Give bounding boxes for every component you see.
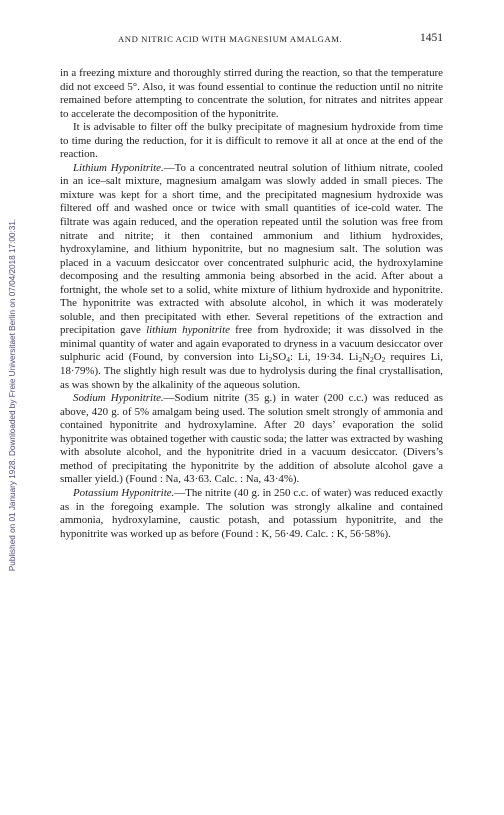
lithium-text-g: requires Li, 18·79%). The slightly high result was due to hydrolysis during the final crystallisation, as was shown by the alkalinity of the aqueous solution. bbox=[60, 351, 444, 391]
lithium-text-b: free from hydroxide; it was dissolved in the minimal quantity of water and again evaporated to dryness in a vacuum desiccator over sulphuric acid (Found, by conversion into Li bbox=[60, 324, 443, 364]
lithium-product-name: lithium hyponitrite bbox=[146, 324, 230, 337]
subscript: 2 bbox=[381, 355, 386, 365]
lithium-text-f: O bbox=[373, 351, 382, 364]
paragraph-continued: in a freezing mixture and thoroughly stirred during the reaction, so that the temperature did not exceed 5°. Also, it was found essential to continue the reduction until no nitrite remained before attempting to concentrate the solution, for nitrates and nitrites appear to accelerate the decomposition of the hyponitrite. bbox=[60, 67, 443, 120]
section-heading-lithium: Lithium Hyponitrite. bbox=[73, 161, 164, 174]
article-body bbox=[60, 67, 443, 541]
publication-stamp: Published on 01 January 1928. Downloaded by Freie Universitaet Berlin on 07/04/2018 17:00:31. bbox=[8, 218, 17, 572]
paragraph-potassium-hyponitrite bbox=[60, 487, 443, 541]
subscript: 2 bbox=[268, 355, 273, 365]
section-heading-potassium: Potassium Hyponitrite. bbox=[73, 486, 175, 499]
lithium-text-d: : Li, 19·34. Li bbox=[289, 351, 359, 364]
subscript: 2 bbox=[358, 355, 363, 365]
page-header bbox=[0, 34, 504, 50]
page-number: 1451 bbox=[420, 32, 443, 44]
paragraph-sodium-hyponitrite bbox=[60, 392, 443, 487]
sodium-text: —Sodium nitrite (35 g.) in water (200 c.c.) was reduced as above, 420 g. of 5% amalgam being used. The solution smelt strongly of ammonia and contained hyponitrite and hydroxylamine. After 20 days’ evaporation the solid hyponitrite was obtained together with caustic soda; the latter was extracted by washing with absolute alcohol, and the hyponitrite dried in a vacuum desiccator. (Divers’s method of precipitating the hyponitrite by the addition of absolute alcohol gave a smaller yield.) (Found : Na, 43·63. Calc. : Na, 43·4%). bbox=[60, 392, 443, 486]
lithium-text-e: N bbox=[362, 351, 371, 364]
subscript: 4 bbox=[286, 355, 290, 365]
running-head: AND NITRIC ACID WITH MAGNESIUM AMALGAM. bbox=[118, 34, 343, 44]
lithium-text-a: —To a concentrated neutral solution of lithium nitrate, cooled in an ice–salt mixture, magnesium amalgam was slowly added in small pieces. The mixture was kept for a short time, and the precipitated magnesium hydroxide was filtered off and washed once or twice with small quantities of ice-cold water. The filtrate was again reduced, and the operation repeated until the solution was free from nitrate and nitrite; it then contained ammonium and lithium hydroxides, hydroxylamine, and lithium hyponitrite, but no magnesium salt. The solution was placed in a vacuum desiccator over concentrated sulphuric acid, the hydroxylamine decomposing and the resulting ammonia being absorbed in the acid. After about a fortnight, the whole set to a solid, white mixture of lithium hydroxide and hyponitrite. The hyponitrite was extracted with absolute alcohol, in which it was moderately soluble, and then precipitated with ether. Several repetitions of the extraction and precipitation gave bbox=[60, 161, 443, 337]
subscript: 2 bbox=[370, 355, 374, 365]
potassium-text: —The nitrite (40 g. in 250 c.c. of water) was reduced exactly as in the foregoing example. The solution was strongly alkaline and contained ammonia, hydroxylamine, caustic potash, and potassium hyponitrite, and the hyponitrite was worked up as before (Found : K, 56·49. Calc. : K, 56·58%). bbox=[60, 486, 443, 540]
lithium-text-c: SO bbox=[272, 351, 287, 364]
paragraph-filtering: It is advisable to filter off the bulky precipitate of magnesium hydroxide from time to time during the reduction, for it is difficult to remove it all at once at the end of the reaction. bbox=[60, 121, 443, 161]
paragraph-lithium-hyponitrite bbox=[60, 162, 443, 392]
section-heading-sodium: Sodium Hyponitrite. bbox=[73, 392, 164, 405]
